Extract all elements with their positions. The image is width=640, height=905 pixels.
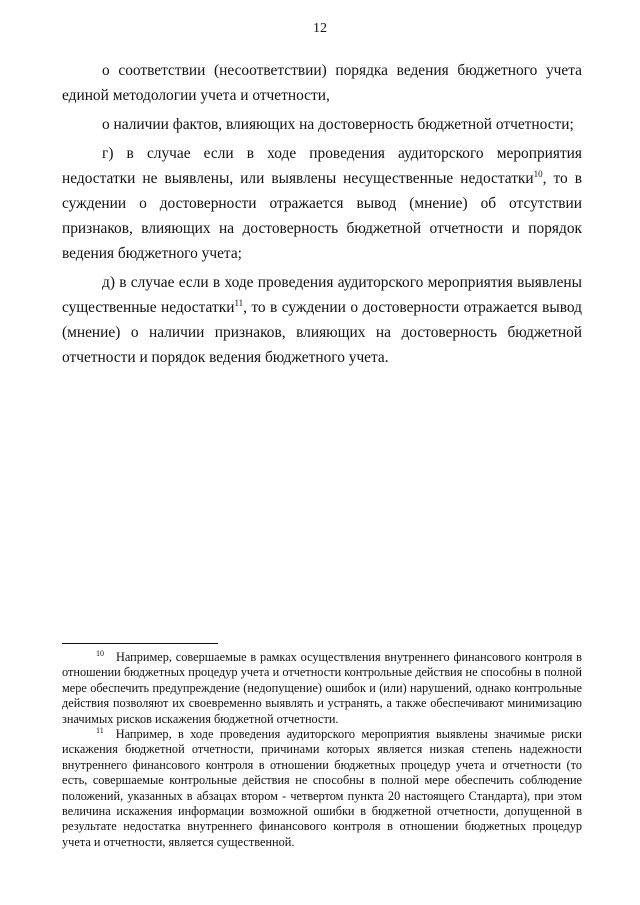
page-number: 12 <box>313 21 327 36</box>
paragraph-d <box>62 270 582 370</box>
footnote-separator <box>62 643 218 644</box>
paragraph-d-text: д) в случае если в ходе проведения аудиторского мероприятия выявлены существенные недостатки <box>62 274 582 316</box>
footnote-ref-11[interactable]: 11 <box>234 298 244 308</box>
footnote-number-10: 10 <box>96 649 104 658</box>
paragraph-methodology: о соответствии (несоответствии) порядка ведения бюджетного учета единой методологии учета и отчетности, <box>62 62 582 104</box>
paragraph-d-text-cont: , то в суждении о достоверности отражается вывод (мнение) о наличии признаков, влияющих на достоверность бюджетной отчетности и порядок ведения бюджетного учета. <box>62 299 582 366</box>
footnotes <box>62 650 582 850</box>
body-text <box>62 58 582 370</box>
paragraph-g <box>62 141 582 266</box>
footnote-ref-10[interactable]: 10 <box>533 169 543 179</box>
paragraph-g-text-cont: , то в суждении о достоверности отражается вывод (мнение) об отсутствии признаков, влияющих на достоверность бюджетной отчетности и порядок ведения бюджетного учета; <box>62 170 582 262</box>
footnote-11 <box>62 727 582 850</box>
footnote-number-11: 11 <box>96 726 104 736</box>
footnote-10 <box>62 650 582 727</box>
footnote-10-text: Например, совершаемые в рамках осуществления внутреннего финансового контроля в отношении бюджетных процедур учета и отчетности контрольные действия не способны в полной мере обеспечить предупреждение (недопущение) ошибок и (или) нарушений, однако контрольные действия позволяют их своевременно выявлять и устранять, а также обеспечивают минимизацию значимых рисков искажения бюджетной отчетности. <box>62 650 582 726</box>
paragraph-facts: о наличии фактов, влияющих на достоверность бюджетной отчетности; <box>102 116 574 133</box>
footnote-11-text: Например, в ходе проведения аудиторского мероприятия выявлены значимые риски искажения бюджетной отчетности, причинами которых является низкая степень надежности внутреннего финансового контроля в отношении бюджетных процедур учета и отчетности (то есть, совершаемые контрольные действия не способны в полной мере обеспечить соблюдение положений, указанных в абзацах втором - четвертом пункта 20 настоящего Стандарта), при этом величина искажения информации возможной ошибки в бюджетной отчетности, допущенной в результате недостатка внутреннего финансового контроля в отношении бюджетных процедур учета и отчетности, является существенной. <box>62 727 582 849</box>
paragraph-g-text: г) в случае если в ходе проведения аудиторского мероприятия недостатки не выявлены, или выявлены несущественные недостатки <box>62 145 582 187</box>
